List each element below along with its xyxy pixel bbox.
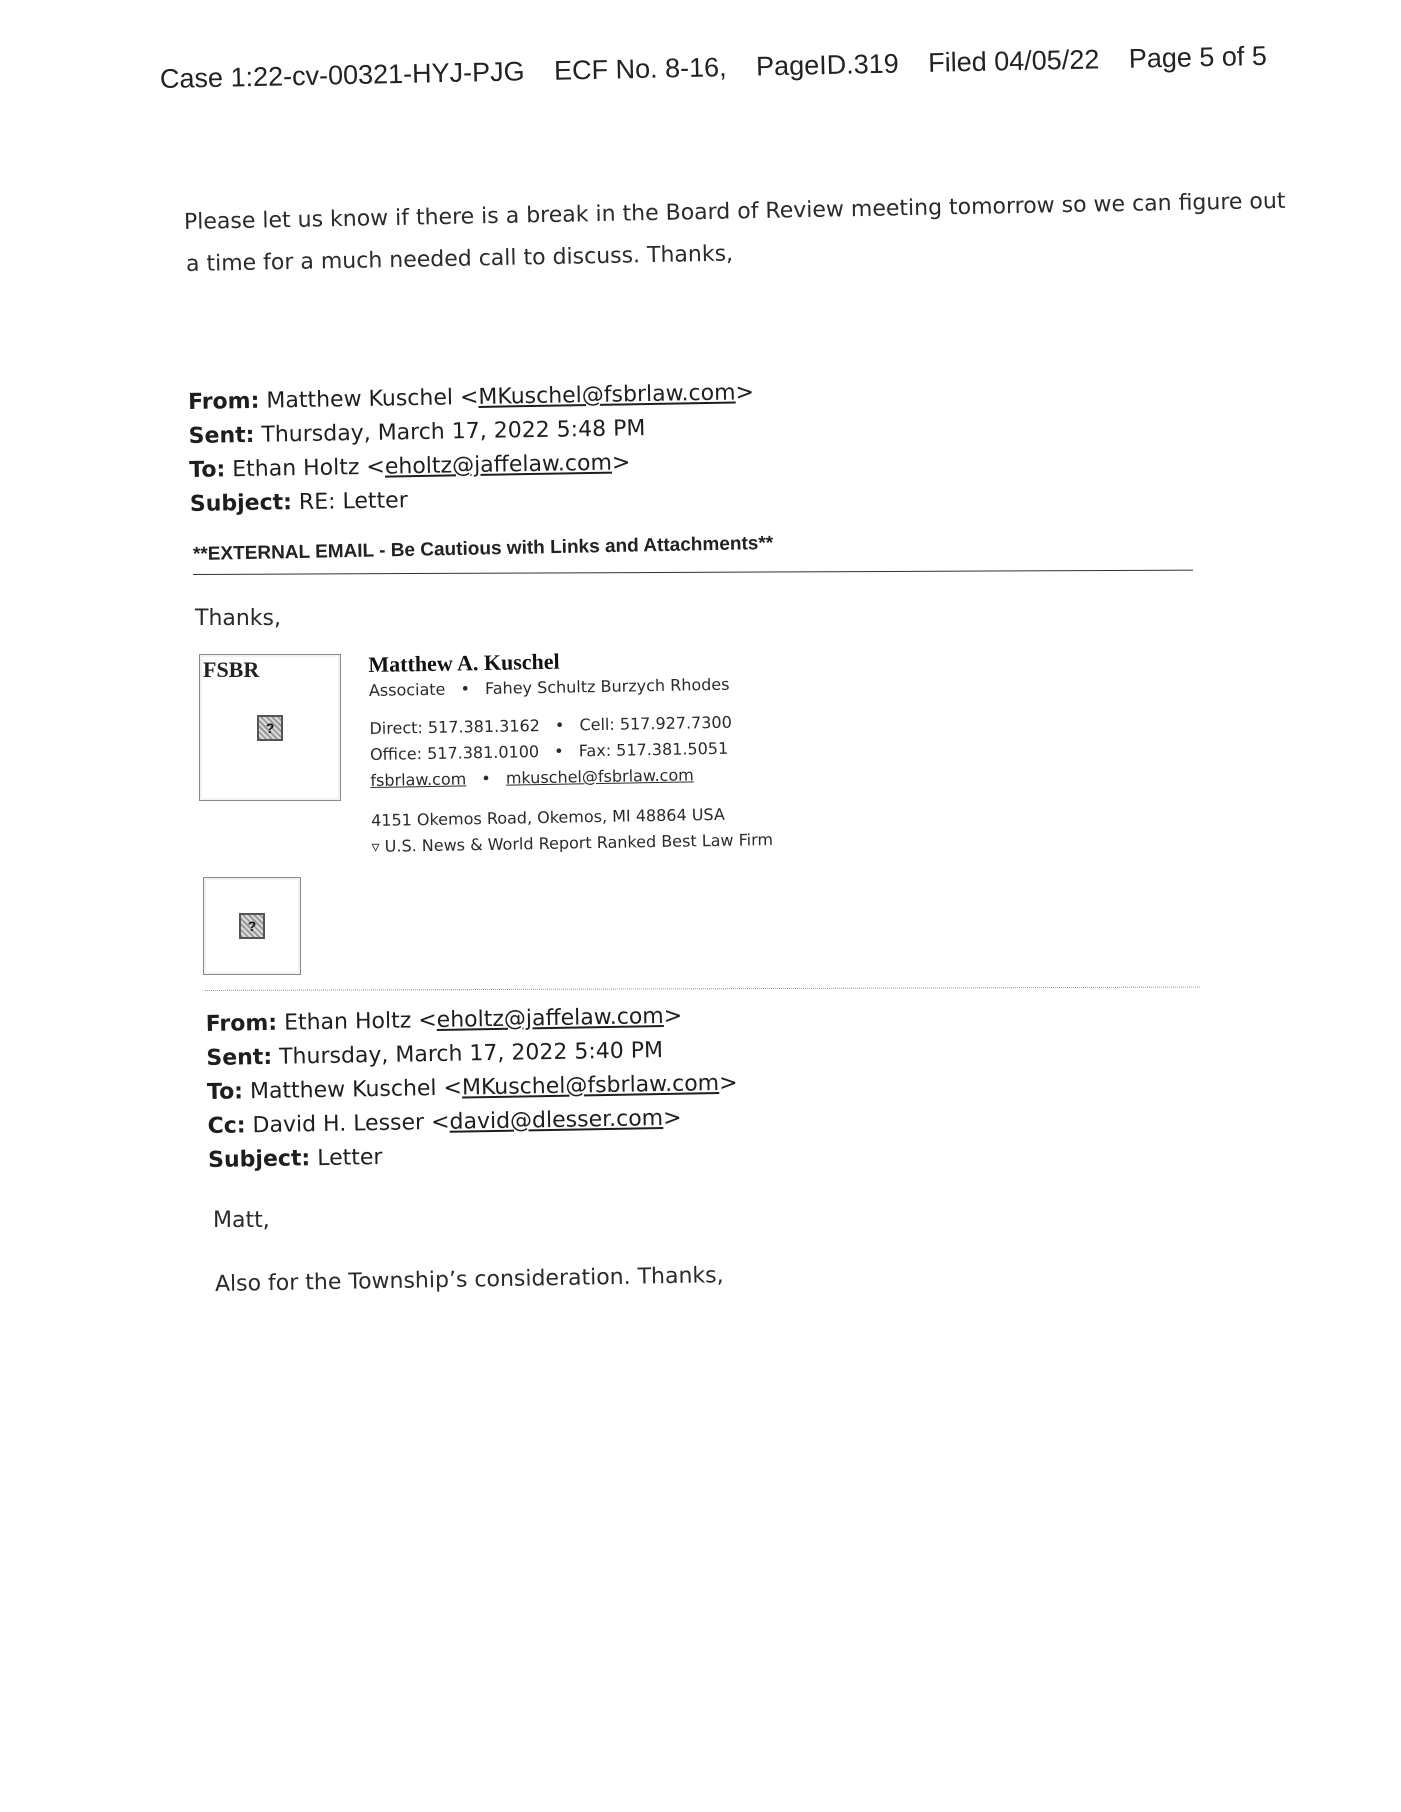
email1-subject-label: Subject: xyxy=(189,490,293,517)
intro-line-2: a time for a much needed call to discuss. Thanks, xyxy=(185,241,734,277)
broken-image-icon: ? xyxy=(239,913,265,939)
ecf-number: ECF No. 8-16, xyxy=(553,52,727,86)
page-count: Page 5 of 5 xyxy=(1128,40,1268,74)
signature-address: 4151 Okemos Road, Okemos, MI 48864 USA xyxy=(370,804,726,830)
email1-to-name: Ethan Holtz < xyxy=(232,454,386,483)
bullet-2: • xyxy=(554,715,565,735)
email2-cc-label: Cc: xyxy=(207,1113,246,1139)
banner-rule xyxy=(193,570,1193,575)
signature-award-row xyxy=(371,827,773,860)
email2-from-email-link[interactable]: eholtz@jaffelaw.com xyxy=(436,1004,664,1033)
page-id: PageID.319 xyxy=(755,48,900,82)
broken-image-icon: ? xyxy=(257,715,283,741)
email1-header xyxy=(188,376,756,522)
email-separator xyxy=(205,987,1200,991)
email2-cc-name: David H. Lesser < xyxy=(252,1109,450,1139)
fsbr-logo-box xyxy=(199,654,341,801)
email2-header xyxy=(206,999,740,1178)
signature-title-row xyxy=(369,671,771,704)
email2-from-close: > xyxy=(663,1003,683,1030)
email1-to-close: > xyxy=(611,450,631,476)
email1-sent-value: Thursday, March 17, 2022 5:48 PM xyxy=(261,416,646,448)
signature-award: U.S. News & World Report Ranked Best Law Firm xyxy=(384,829,774,856)
external-email-banner: **EXTERNAL EMAIL - Be Cautious with Links and Attachments** xyxy=(192,532,774,565)
email1-greeting: Thanks, xyxy=(195,606,282,631)
signature-name: Matthew A. Kuschel xyxy=(368,648,560,678)
signature-title: Associate xyxy=(368,679,446,701)
signature-website-link[interactable]: fsbrlaw.com xyxy=(370,769,467,790)
bullet-4: • xyxy=(481,768,491,789)
email2-to-email-link[interactable]: MKuschel@fsbrlaw.com xyxy=(461,1071,720,1101)
email2-subject-label: Subject: xyxy=(207,1146,311,1173)
email1-to-label: To: xyxy=(189,457,226,483)
signature-block xyxy=(368,645,773,860)
email2-cc-email-link[interactable]: david@dlesser.com xyxy=(449,1106,664,1135)
bullet-1: • xyxy=(460,679,471,699)
email2-from-label: From: xyxy=(205,1010,278,1038)
signature-direct: Direct: 517.381.3162 xyxy=(369,716,541,739)
email1-from-email-link[interactable]: MKuschel@fsbrlaw.com xyxy=(478,380,736,410)
email2-cc-close: > xyxy=(662,1105,682,1132)
email1-to-email-link[interactable]: eholtz@jaffelaw.com xyxy=(384,450,613,480)
fsbr-logo-text: FSBR xyxy=(203,657,260,682)
signature-image-box xyxy=(203,877,301,975)
email1-from-name: Matthew Kuschel < xyxy=(266,384,479,414)
email2-sent-label: Sent: xyxy=(206,1044,273,1072)
signature-web-row xyxy=(370,761,772,794)
email1-from-close: > xyxy=(735,380,755,406)
email2-body: Also for the Township’s consideration. Thanks, xyxy=(214,1263,724,1297)
case-number: Case 1:22-cv-00321-HYJ-PJG xyxy=(159,56,525,94)
email2-to-name: Matthew Kuschel < xyxy=(249,1075,463,1105)
intro-line-1: Please let us know if there is a break in the Board of Review meeting tomorrow so we can figure out xyxy=(183,188,1286,235)
filed-date: Filed 04/05/22 xyxy=(927,44,1100,78)
bullet-3: • xyxy=(554,741,564,761)
signature-cell: Cell: 517.927.7300 xyxy=(579,712,732,735)
email2-greeting: Matt, xyxy=(213,1208,270,1233)
signature-email-link[interactable]: mkuschel@fsbrlaw.com xyxy=(505,765,694,788)
signature-fax: Fax: 517.381.5051 xyxy=(578,738,729,761)
email2-from-name: Ethan Holtz < xyxy=(283,1007,437,1036)
award-icon: ▿ xyxy=(371,836,380,856)
email2-to-label: To: xyxy=(206,1079,244,1105)
signature-firm: Fahey Schultz Burzych Rhodes xyxy=(484,674,730,698)
email1-from-label: From: xyxy=(187,388,260,416)
signature-office: Office: 517.381.0100 xyxy=(369,742,540,764)
email2-subject-value: Letter xyxy=(317,1144,383,1172)
email2-to-close: > xyxy=(718,1070,738,1097)
email2-sent-value: Thursday, March 17, 2022 5:40 PM xyxy=(278,1038,664,1070)
email1-sent-label: Sent: xyxy=(188,422,255,450)
case-header xyxy=(160,40,1290,95)
email1-subject-value: RE: Letter xyxy=(298,488,408,516)
